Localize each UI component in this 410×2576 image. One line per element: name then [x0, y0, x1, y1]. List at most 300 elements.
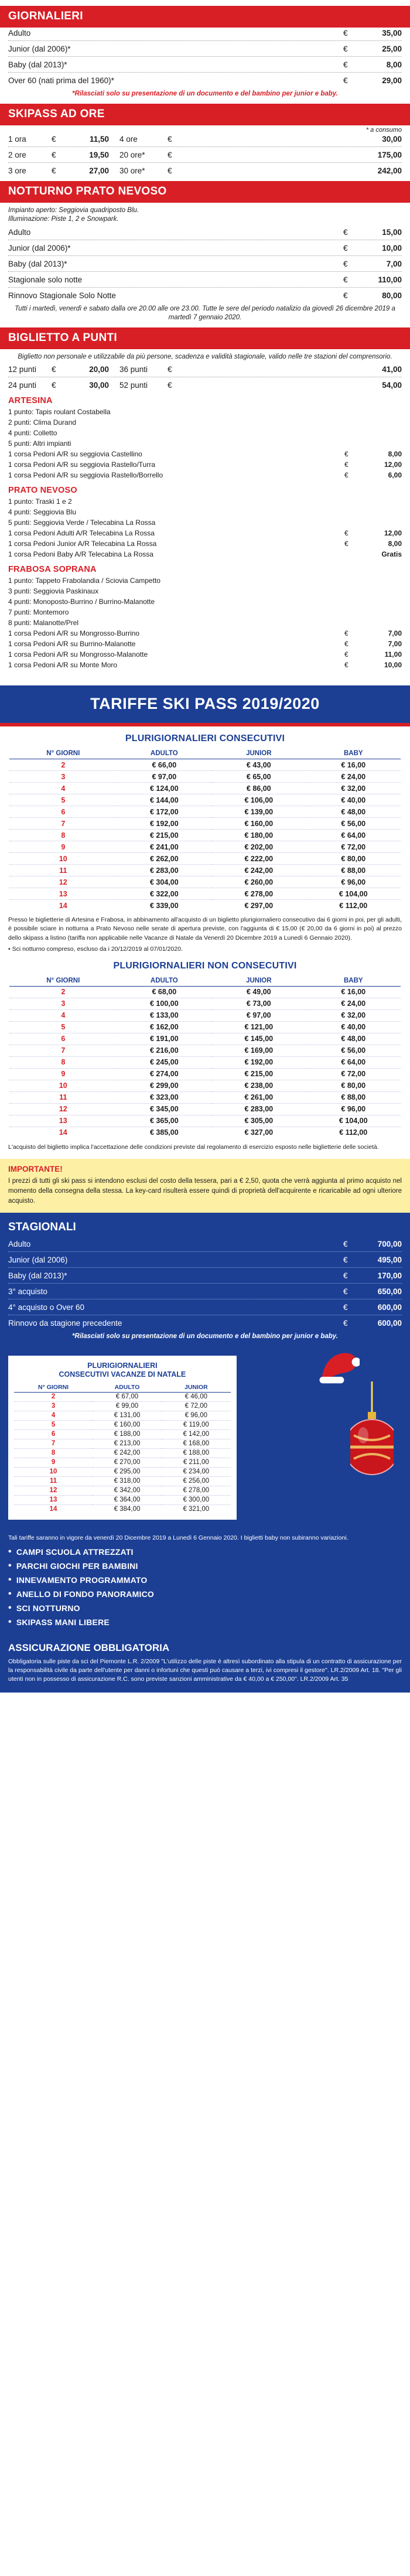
hours-price: 27,00 [89, 166, 109, 175]
price-row [8, 258, 402, 269]
line-text: 1 punto: Tapis roulant Costabella [8, 408, 111, 417]
line-value [360, 617, 402, 628]
price-row [8, 28, 402, 39]
table-row [9, 1115, 401, 1127]
line-text: 4 punti: Colletto [8, 429, 57, 438]
cell-adulto: € 384,00 [114, 1506, 141, 1513]
cell-junior: € 119,00 [162, 1420, 231, 1429]
cell-days: 13 [14, 1495, 93, 1504]
line-text: 3 punti: Seggiovia Paskinaux [8, 587, 99, 596]
line-text: 1 corsa Pedoni A/R su seggiovia Castellino [8, 450, 142, 459]
price-label: Rinnovo da stagione precedente [8, 1319, 122, 1328]
currency-symbol: € [52, 134, 56, 144]
price-row [8, 227, 402, 238]
table-row [14, 1448, 231, 1458]
price-row [8, 1302, 402, 1313]
price-value: 110,00 [378, 275, 402, 284]
price-value: 29,00 [382, 76, 402, 85]
hours-label: 4 ore [119, 134, 138, 144]
cell-junior: € 242,00 [211, 865, 306, 876]
list-item [8, 496, 402, 507]
table-header-row [9, 975, 401, 987]
line-value: 12,00 [384, 460, 402, 469]
line-value [360, 596, 402, 607]
price-value: 15,00 [382, 227, 402, 237]
assicurazione-title: ASSICURAZIONE OBBLIGATORIA [8, 1642, 170, 1653]
cell-adulto: € 162,00 [117, 1021, 211, 1033]
table-row [14, 1476, 231, 1486]
bullet-icon: • [8, 1602, 12, 1613]
cell-baby: € 40,00 [306, 794, 401, 806]
line-value: 6,00 [388, 471, 402, 480]
cell-days: 9 [14, 1458, 93, 1467]
cell-junior: € 234,00 [162, 1467, 231, 1476]
divider [8, 146, 402, 147]
cell-adulto: € 295,00 [93, 1467, 162, 1476]
hours-row [8, 165, 402, 176]
cell-baby: € 64,00 [306, 1056, 401, 1068]
list-item [8, 538, 402, 549]
cell-junior: € 321,00 [183, 1506, 210, 1513]
section-skipass-ad-ore [0, 104, 410, 181]
non-consecutivi-title: PLURIGIORNALIERI NON CONSECUTIVI [113, 960, 297, 971]
cell-junior: € 160,00 [211, 818, 306, 830]
cell-junior: € 278,00 [162, 1486, 231, 1495]
cell-days: 13 [9, 1115, 117, 1127]
cell-junior: € 46,00 [162, 1392, 231, 1401]
currency-symbol: € [344, 640, 348, 649]
cell-baby: € 64,00 [306, 830, 401, 841]
points-price: 20,00 [89, 365, 109, 374]
list-item [8, 417, 402, 428]
col-header: ADULTO [117, 748, 211, 759]
currency-symbol [344, 496, 360, 507]
consecutivi-table [9, 748, 401, 911]
price-label: Junior (dal 2006) [8, 1255, 68, 1265]
important-box [0, 1159, 410, 1213]
price-label: Adulto [8, 1240, 31, 1249]
price-label: Rinnovo Stagionale Solo Notte [8, 291, 116, 300]
cell-baby: € 72,00 [306, 841, 401, 853]
currency-symbol: € [52, 150, 56, 159]
line-text: 1 corsa Pedoni A/R su Mongrosso-Malanotte [8, 650, 148, 659]
currency-symbol: € [344, 450, 348, 459]
col-header: JUNIOR [211, 748, 306, 759]
cell-baby: € 24,00 [306, 998, 401, 1009]
divider [8, 1267, 402, 1268]
giornalieri-title: GIORNALIERI [0, 6, 410, 28]
cell-baby: € 32,00 [306, 1009, 401, 1021]
price-row [8, 1254, 402, 1265]
cell-adulto: € 322,00 [117, 888, 211, 900]
divider [8, 1283, 402, 1284]
table-row [9, 1091, 401, 1103]
price-row [8, 1238, 402, 1250]
table-row [9, 1068, 401, 1080]
stagionali-title: STAGIONALI [8, 1221, 76, 1234]
table-row [9, 794, 401, 806]
price-row [8, 290, 402, 301]
cell-days: 7 [9, 1045, 117, 1056]
line-value [360, 438, 402, 449]
line-text: 1 corsa Pedoni A/R su seggiovia Rastello/Borrello [8, 471, 163, 480]
cell-adulto: € 364,00 [93, 1495, 162, 1504]
cell-adulto: € 133,00 [117, 1009, 211, 1021]
price-value: 650,00 [377, 1287, 402, 1296]
price-label: Baby (dal 2013)* [8, 60, 67, 69]
line-value: 7,00 [388, 640, 402, 649]
currency-symbol: € [344, 471, 348, 480]
line-text: 1 corsa Pedoni Adulti A/R Telecabina La Rossa [8, 529, 155, 538]
cell-days: 6 [9, 806, 117, 818]
cell-adulto: € 124,00 [117, 783, 211, 794]
cell-adulto: € 144,00 [117, 794, 211, 806]
cell-adulto: € 262,00 [117, 853, 211, 865]
section-giornalieri [0, 0, 410, 99]
line-value: 8,00 [388, 450, 402, 459]
price-label: Baby (dal 2013)* [8, 1271, 67, 1281]
cell-days: 8 [14, 1448, 93, 1458]
hours-label: 3 ore [8, 166, 26, 175]
price-row [8, 59, 402, 70]
table-row [9, 1021, 401, 1033]
cell-adulto: € 97,00 [117, 771, 211, 783]
line-text: 5 punti: Altri impianti [8, 439, 71, 448]
feature-label: SKIPASS MANI LIBERE [16, 1617, 110, 1627]
currency-symbol: € [343, 1287, 348, 1296]
list-item [8, 459, 402, 470]
points-price: 41,00 [382, 365, 402, 374]
cell-junior: € 238,00 [211, 1080, 306, 1091]
cell-days: 2 [9, 759, 117, 771]
bullet-icon: • [8, 1560, 12, 1571]
table-row [14, 1458, 231, 1467]
cell-baby: € 96,00 [306, 1103, 401, 1115]
price-row [8, 75, 402, 86]
cell-adulto: € 385,00 [150, 1128, 179, 1137]
feature-label: ANELLO DI FONDO PANORAMICO [16, 1589, 154, 1599]
line-value [360, 507, 402, 517]
line-text: 1 corsa Pedoni Baby A/R Telecabina La Rossa [8, 550, 153, 559]
table-row [9, 1009, 401, 1021]
cell-junior: € 211,00 [162, 1458, 231, 1467]
feature-label: CAMPI SCUOLA ATTREZZATI [16, 1547, 134, 1557]
col-header: N° GIORNI [14, 1383, 93, 1393]
natale-note: Tali tariffe saranno in vigore da venerdì 20 Dicembre 2019 a Lunedì 6 Gennaio 2020. I biglietti baby non subiranno variazioni. [8, 1534, 348, 1541]
cell-adulto: € 191,00 [117, 1033, 211, 1045]
currency-symbol [344, 517, 360, 528]
points-price: 54,00 [382, 381, 402, 390]
cell-baby: € 16,00 [306, 986, 401, 998]
currency-symbol [344, 549, 360, 559]
currency-symbol: € [344, 650, 348, 659]
cell-days: 10 [9, 1080, 117, 1091]
price-value: 25,00 [382, 45, 402, 53]
cell-baby: € 104,00 [306, 1115, 401, 1127]
cell-baby: € 56,00 [306, 1045, 401, 1056]
cell-adulto: € 160,00 [93, 1420, 162, 1429]
notturno-subtitle-2: Illuminazione: Piste 1, 2 e Snowpark. [8, 216, 119, 223]
cell-junior: € 260,00 [211, 876, 306, 888]
consecutivi-note-2: • Sci notturno compreso, escluso da i 20/12/2019 al 07/01/2020. [8, 945, 183, 953]
artesina-lines [8, 407, 402, 480]
price-value: 80,00 [382, 291, 402, 300]
currency-symbol: € [343, 1319, 348, 1328]
price-label: Adulto [8, 227, 31, 237]
cell-junior: € 139,00 [211, 806, 306, 818]
list-item [8, 660, 402, 670]
cell-adulto: € 365,00 [117, 1115, 211, 1127]
cell-days: 3 [14, 1401, 93, 1411]
cell-junior: € 278,00 [211, 888, 306, 900]
line-text: 1 punto: Traski 1 e 2 [8, 497, 72, 506]
price-row [8, 243, 402, 254]
cell-baby: € 96,00 [306, 876, 401, 888]
list-item [8, 639, 402, 649]
col-header: JUNIOR [211, 975, 306, 987]
currency-symbol: € [343, 1271, 348, 1281]
cell-junior: € 97,00 [211, 1009, 306, 1021]
points-label: 12 punti [8, 365, 37, 374]
cell-days: 5 [9, 794, 117, 806]
cell-baby: € 88,00 [306, 865, 401, 876]
table-row [9, 771, 401, 783]
cell-baby: € 80,00 [306, 1080, 401, 1091]
cell-junior: € 43,00 [211, 759, 306, 771]
cell-baby: € 32,00 [306, 783, 401, 794]
cell-junior: € 305,00 [211, 1115, 306, 1127]
cell-days: 5 [9, 1021, 117, 1033]
cell-adulto: € 323,00 [117, 1091, 211, 1103]
cell-days: 14 [49, 1506, 57, 1513]
table-row [9, 830, 401, 841]
table-row [9, 986, 401, 998]
divider [8, 255, 402, 256]
giornalieri-note: *Rilasciati solo su presentazione di un documento e del bambino per junior e baby. [72, 90, 338, 97]
features-list [0, 1543, 410, 1639]
cell-days: 4 [9, 1009, 117, 1021]
cell-junior: € 300,00 [162, 1495, 231, 1504]
divider [8, 271, 402, 272]
list-item [8, 649, 402, 660]
cell-days: 7 [14, 1439, 93, 1448]
important-text: I prezzi di tutti gli ski pass si intendono esclusi del costo della tessera, pari a € 2,50, quota che verrà aggiunta al primo acquisto nel momento della consegna della stessa. La key-card risulterà essere quindi di proprietà dell'acquirente e ricaricabile ad ogni ulteriore acquisto. [8, 1178, 402, 1205]
table-row [9, 1080, 401, 1091]
cell-adulto: € 304,00 [117, 876, 211, 888]
list-item [8, 528, 402, 538]
currency-symbol: € [52, 381, 56, 390]
cell-adulto: € 192,00 [117, 818, 211, 830]
punti-note: Biglietto non personale e utilizzabile da più persone, scadenza e validità stagionale, valido nelle tre stazioni del comprensorio. [18, 353, 392, 360]
list-item [8, 449, 402, 459]
list-item [8, 1601, 402, 1615]
table-row [9, 783, 401, 794]
price-label: 3° acquisto [8, 1287, 47, 1296]
cell-days: 3 [9, 998, 117, 1009]
cell-days: 9 [9, 841, 117, 853]
list-item [8, 428, 402, 438]
list-item [8, 1545, 402, 1559]
cell-adulto: € 66,00 [117, 759, 211, 771]
cell-days: 11 [14, 1476, 93, 1486]
line-value: Gratis [381, 550, 402, 559]
cell-adulto: € 215,00 [117, 830, 211, 841]
points-label: 52 punti [119, 381, 148, 390]
list-item [8, 1615, 402, 1629]
list-item [8, 596, 402, 607]
currency-symbol: € [343, 291, 348, 300]
hours-price: 242,00 [377, 166, 402, 175]
price-value: 10,00 [382, 243, 402, 253]
cell-junior: € 327,00 [244, 1128, 274, 1137]
natale-title-line1: PLURIGIORNALIERI [87, 1361, 158, 1370]
line-text: 5 punti: Seggiovia Verde / Telecabina La Rossa [8, 518, 156, 527]
section-natale [0, 1356, 410, 1528]
table-row [9, 865, 401, 876]
table-row [9, 853, 401, 865]
cell-days: 12 [9, 876, 117, 888]
non-consecutivi-table [9, 975, 401, 1138]
prato-nevoso-lines [8, 496, 402, 559]
price-row [8, 1270, 402, 1281]
currency-symbol [344, 407, 360, 417]
cell-adulto: € 188,00 [93, 1429, 162, 1439]
cell-days: 10 [14, 1467, 93, 1476]
table-row [9, 806, 401, 818]
points-label: 24 punti [8, 381, 37, 390]
currency-symbol: € [343, 243, 348, 253]
line-value: 10,00 [384, 661, 402, 670]
list-item [8, 507, 402, 517]
hours-price: 11,50 [89, 134, 109, 144]
table-row [9, 1056, 401, 1068]
list-item [8, 617, 402, 628]
currency-symbol: € [343, 76, 348, 85]
divider [8, 1251, 402, 1252]
currency-symbol: € [344, 460, 348, 469]
cell-adulto: € 339,00 [150, 901, 179, 910]
cell-days: 9 [9, 1068, 117, 1080]
consecutivi-title: PLURIGIORNALIERI CONSECUTIVI [125, 733, 285, 744]
table-row [9, 888, 401, 900]
table-row [14, 1411, 231, 1420]
col-header: BABY [306, 748, 401, 759]
page-title: TARIFFE SKI PASS 2019/2020 [0, 685, 410, 723]
cell-adulto: € 172,00 [117, 806, 211, 818]
stagionali-note: *Rilasciati solo su presentazione di un documento e del bambino per junior e baby. [72, 1333, 338, 1340]
cell-baby: € 24,00 [306, 771, 401, 783]
hours-label: 20 ore* [119, 150, 145, 159]
cell-days: 14 [59, 1128, 67, 1137]
list-item [8, 407, 402, 417]
col-header: JUNIOR [162, 1383, 231, 1393]
table-row [9, 998, 401, 1009]
cell-junior: € 86,00 [211, 783, 306, 794]
divider [8, 40, 402, 41]
price-label: Junior (dal 2006)* [8, 243, 71, 253]
cell-junior: € 202,00 [211, 841, 306, 853]
price-label: Over 60 (nati prima del 1960)* [8, 76, 114, 85]
skipass-ore-title: SKIPASS AD ORE [0, 104, 410, 125]
line-value: 7,00 [388, 629, 402, 638]
list-item [8, 628, 402, 639]
divider [8, 162, 402, 163]
cell-days: 11 [9, 1091, 117, 1103]
list-item [8, 549, 402, 559]
table-row [14, 1429, 231, 1439]
hours-row [8, 149, 402, 161]
line-text: 1 corsa Pedoni A/R su Monte Moro [8, 661, 118, 670]
points-row [8, 380, 402, 391]
list-item [8, 438, 402, 449]
price-row [8, 1286, 402, 1297]
cell-junior: € 169,00 [211, 1045, 306, 1056]
line-value [360, 575, 402, 586]
col-header: N° GIORNI [9, 975, 117, 987]
cell-junior: € 188,00 [162, 1448, 231, 1458]
notturno-title: NOTTURNO PRATO NEVOSO [0, 181, 410, 203]
cell-days: 3 [9, 771, 117, 783]
points-price: 30,00 [89, 381, 109, 390]
cell-baby: € 88,00 [306, 1091, 401, 1103]
line-text: 1 corsa Pedoni Junior A/R Telecabina La Rossa [8, 540, 157, 548]
cell-days: 7 [9, 818, 117, 830]
table-row [9, 818, 401, 830]
price-value: 600,00 [377, 1319, 402, 1328]
price-label: 4° acquisto o Over 60 [8, 1303, 84, 1312]
currency-symbol: € [343, 1303, 348, 1312]
cell-baby: € 112,00 [339, 901, 368, 910]
line-text: 2 punti: Clima Durand [8, 418, 77, 427]
table-row [9, 1033, 401, 1045]
hours-price: 30,00 [382, 134, 402, 144]
price-value: 35,00 [382, 29, 402, 37]
price-value: 8,00 [386, 60, 402, 69]
divider [8, 72, 402, 73]
col-header: BABY [306, 975, 401, 987]
cell-adulto: € 99,00 [93, 1401, 162, 1411]
currency-symbol [344, 617, 360, 628]
line-text: 8 punti: Malanotte/Prel [8, 619, 79, 627]
cell-junior: € 215,00 [211, 1068, 306, 1080]
currency-symbol [344, 586, 360, 596]
cell-junior: € 168,00 [162, 1439, 231, 1448]
table-row [14, 1504, 231, 1514]
notturno-subtitle-1: Impianto aperto: Seggiovia quadriposto Blu. [8, 206, 139, 214]
bullet-icon: • [8, 1546, 12, 1557]
line-text: 4 punti: Seggiovia Blu [8, 508, 77, 517]
line-text: 1 corsa Pedoni A/R su seggiovia Rastello/Turra [8, 460, 156, 469]
currency-symbol: € [343, 1240, 348, 1249]
cell-baby: € 56,00 [306, 818, 401, 830]
line-value: 8,00 [388, 540, 402, 548]
cell-days: 4 [9, 783, 117, 794]
col-header: ADULTO [117, 975, 211, 987]
cell-adulto: € 242,00 [93, 1448, 162, 1458]
cell-baby: € 72,00 [306, 1068, 401, 1080]
cell-adulto: € 299,00 [117, 1080, 211, 1091]
currency-symbol [344, 417, 360, 428]
cell-adulto: € 241,00 [117, 841, 211, 853]
cell-junior: € 192,00 [211, 1056, 306, 1068]
price-label: Stagionale solo notte [8, 275, 83, 284]
important-title: IMPORTANTE! [8, 1165, 63, 1174]
currency-symbol: € [52, 365, 56, 374]
cell-days: 12 [14, 1486, 93, 1495]
cell-junior: € 49,00 [211, 986, 306, 998]
cell-junior: € 145,00 [211, 1033, 306, 1045]
cell-adulto: € 67,00 [93, 1392, 162, 1401]
